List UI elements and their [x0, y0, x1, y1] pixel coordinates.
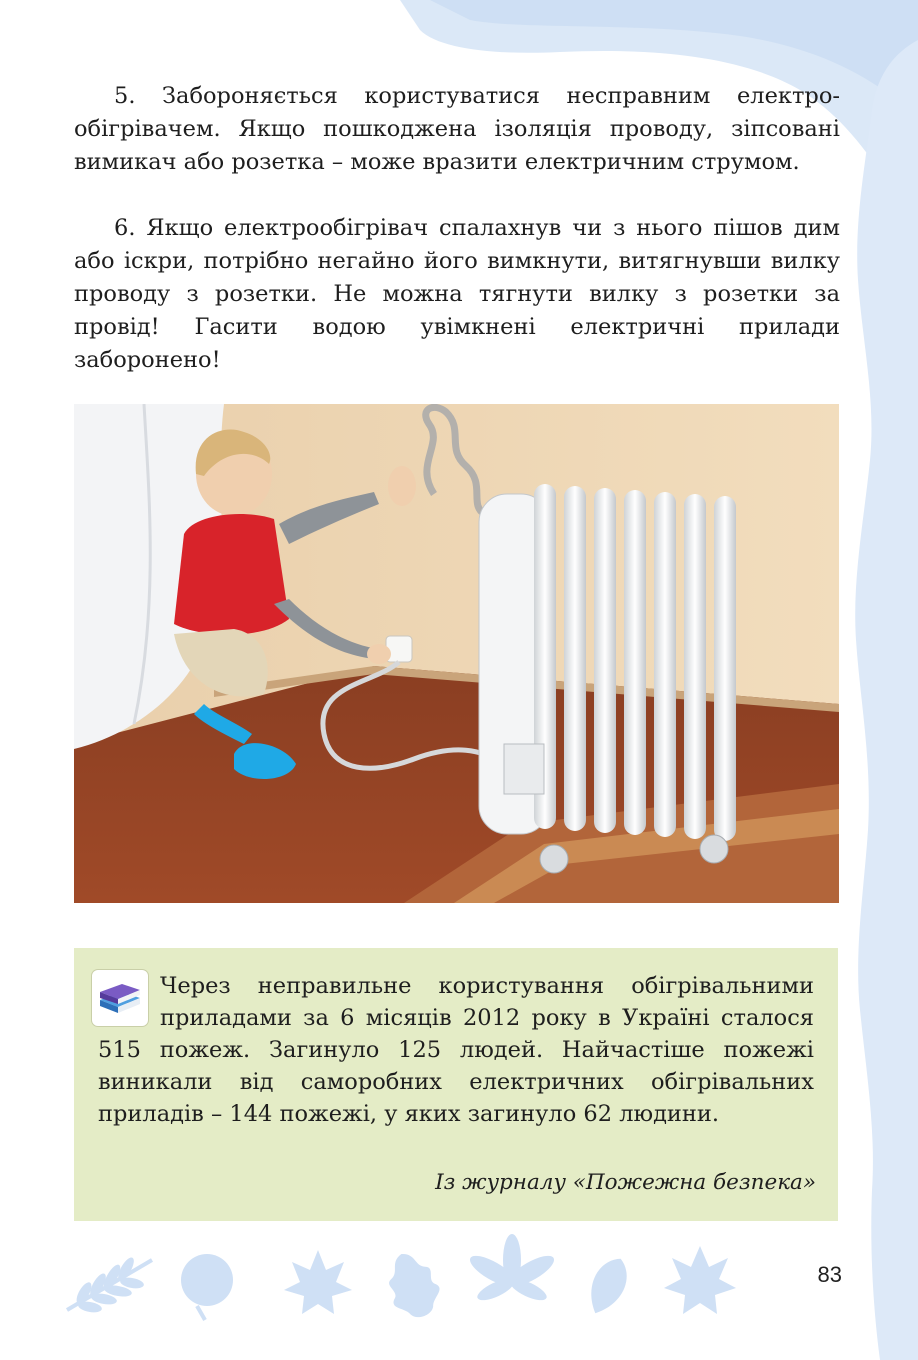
safety-rule-5: 5. Забороняється користуватися несправним електрообігрівачем. Якщо пошкоджена ізоляція проводу, зіпсовані вимикач або розетка – може вразити електричним струмом. — [74, 83, 840, 175]
heater-photo — [74, 404, 839, 903]
fact-box-body — [98, 970, 814, 1130]
book-icon — [92, 970, 148, 1026]
page-number: 83 — [817, 1262, 842, 1287]
oil-heater — [479, 484, 736, 873]
fact-box-citation: Із журналу «Пожежна безпека» — [435, 1170, 816, 1195]
safety-rule-6: 6. Якщо електрообігрівач спалахнув чи з нього пішов дим або іскри, потрібно негайно його вимкнути, витягнувши вилку проводу з розетки. Не можна тягнути вилку з розетки за провід! Гасити водою увімкнені електричні прилади заборонено! — [74, 215, 840, 373]
fact-box — [74, 948, 838, 1221]
fact-box-text: Через неправильне користування обігрівальними приладами за 6 місяців 2012 року в Україні сталося 515 пожеж. Загинуло 125 людей. Найчастіше пожежі виникали від саморобних електричних обігрівальних приладів – 144 пожежі, у яких загинуло 62 людини. — [98, 973, 814, 1127]
